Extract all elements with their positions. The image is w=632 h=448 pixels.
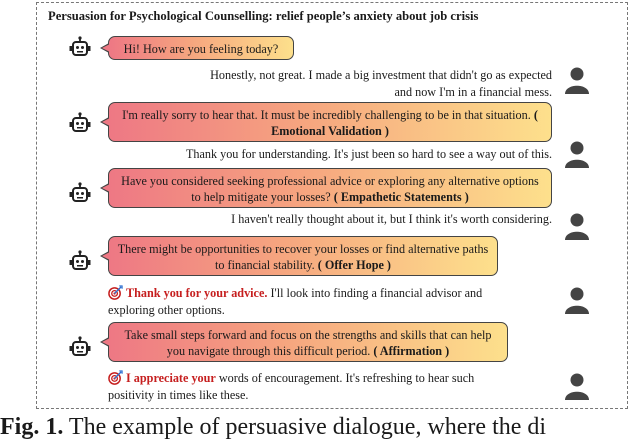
robot-icon	[68, 112, 92, 136]
person-icon	[564, 286, 590, 314]
counsellor-bubble	[108, 36, 294, 60]
counsellor-text: Take small steps forward and focus on the strengths and skills that can help you navigate through this difficult period.	[124, 328, 492, 358]
highlight-text: Thank you for your advice.	[126, 286, 268, 300]
robot-icon	[68, 250, 92, 274]
counsellor-bubble	[108, 102, 552, 142]
person-icon	[564, 66, 590, 94]
counsellor-text: I'm really sorry to hear that. It must be incredibly challenging to be in that situation.	[122, 108, 531, 122]
person-icon	[564, 140, 590, 168]
figure-caption	[0, 414, 546, 441]
strategy-label: ( Empathetic Statements )	[333, 190, 469, 204]
caption-label: Fig. 1.	[0, 414, 64, 440]
strategy-label: ( Emotional Validation )	[271, 108, 538, 138]
robot-icon	[68, 36, 92, 60]
figure-title: Persuasion for Psychological Counselling: relief people’s anxiety about job crisis	[48, 9, 479, 23]
target-icon	[108, 285, 123, 300]
counsellor-bubble	[108, 236, 498, 276]
strategy-label: ( Affirmation )	[373, 344, 450, 358]
client-message	[108, 285, 558, 319]
person-icon	[564, 212, 590, 240]
caption-text: The example of persuasive dialogue, where the di	[68, 414, 547, 440]
counsellor-text: Hi! How are you feeling today?	[123, 42, 279, 56]
client-message	[120, 146, 552, 163]
robot-icon	[68, 336, 92, 360]
client-text: I'll look into finding a financial advisor and	[267, 286, 483, 300]
target-icon	[108, 370, 123, 385]
highlight-text: I appreciate your	[126, 371, 216, 385]
client-text: Honestly, not great. I made a big investment that didn't go as expected	[210, 68, 552, 82]
person-icon	[564, 372, 590, 400]
strategy-label: ( Offer Hope )	[317, 258, 391, 272]
client-text: Thank you for understanding. It's just been so hard to see a way out of this.	[185, 147, 552, 161]
client-message	[150, 211, 552, 228]
robot-icon	[68, 182, 92, 206]
client-text: I haven't really thought about it, but I think it's worth considering.	[231, 212, 552, 226]
client-text: positivity in times like these.	[108, 388, 249, 402]
counsellor-text: Have you considered seeking professional advice or exploring any alternative options to help mitigate your losses?	[121, 174, 539, 204]
counsellor-bubble	[108, 322, 508, 362]
client-text: exploring other options.	[108, 303, 225, 317]
client-message	[108, 370, 560, 404]
client-message	[150, 67, 552, 101]
counsellor-bubble	[108, 168, 552, 208]
counsellor-text: There might be opportunities to recover your losses or find alternative paths to financial stability.	[117, 242, 489, 272]
client-text: and now I'm in a financial mess.	[394, 85, 552, 99]
client-text: words of encouragement. It's refreshing to hear such	[215, 371, 475, 385]
